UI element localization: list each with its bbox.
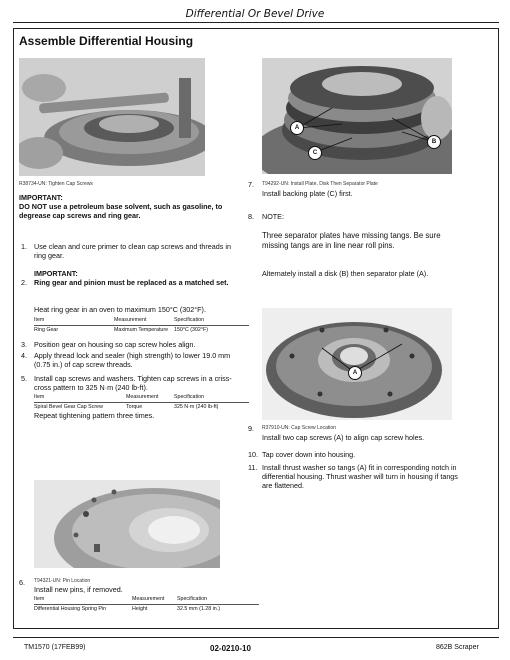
table-divider [34, 325, 249, 326]
table-header-item: Item [34, 317, 45, 323]
table-row [34, 606, 259, 613]
heat-ring-gear-text: Heat ring gear in an oven to maximum 150°C (302°F). [34, 305, 206, 314]
table-cell-item: Spiral Bevel Gear Cap Screw [34, 403, 103, 410]
table-divider [34, 604, 259, 605]
table-header-measurement: Measurement [132, 596, 165, 602]
table-header-measurement: Measurement [126, 394, 159, 400]
header-rule [13, 22, 499, 23]
table-header-specification: Specification [174, 394, 205, 400]
spec-table-ring-gear [34, 317, 254, 333]
step4-text-b: (0.75 in.) of cap screw threads. [34, 360, 133, 369]
photo2-caption: T94321-UN: Pin Location [34, 578, 91, 584]
step9-number: 9. [248, 424, 254, 433]
photo-pin-location [34, 480, 220, 568]
note-text-a: Three separator plates have missing tangs. Be sure [262, 231, 441, 240]
step7-text: Install backing plate (C) first. [262, 189, 353, 198]
table-cell-measurement: Height [132, 605, 148, 612]
table-cell-specification: 32.5 mm (1.28 in.) [177, 605, 220, 612]
step8-number: 8. [248, 212, 254, 221]
step3-number: 3. [21, 340, 27, 349]
step3-text: Position gear on housing so cap screw holes align. [34, 340, 196, 349]
spec-table-spring-pin [34, 596, 259, 612]
table-header-specification: Specification [177, 596, 208, 602]
photo-cap-screw-location [262, 308, 452, 420]
step11-number: 11. [248, 463, 258, 472]
callout-b-label: B [427, 135, 441, 149]
section-title: Assemble Differential Housing [19, 34, 194, 48]
step10-text: Tap cover down into housing. [262, 450, 356, 459]
callout-c-label: C [308, 146, 322, 160]
step8-note-label: NOTE: [262, 212, 284, 221]
footer-page-number: 02-0210-10 [210, 644, 251, 653]
table-row [34, 327, 254, 334]
important1-heading: IMPORTANT: [19, 193, 63, 202]
footer-rule [13, 637, 499, 638]
step9-text: Install two cap screws (A) to align cap screw holes. [262, 433, 425, 442]
step11-text-a: Install thrust washer so tangs (A) fit in corresponding notch in [262, 463, 457, 472]
important1-body-a: DO NOT use a petroleum base solvent, such as gasoline, to [19, 202, 223, 211]
table-cell-measurement: Torque [126, 403, 143, 410]
step4-number: 4. [21, 351, 27, 360]
spec-table-cap-screw [34, 394, 254, 410]
step1-number: 1. [21, 242, 27, 251]
repeat-pattern-text: Repeat tightening pattern three times. [34, 411, 155, 420]
callout-a-label: A [290, 121, 304, 135]
table-cell-specification: 325 N·m (240 lb-ft) [174, 403, 219, 410]
step5-text-a: Install cap screws and washers. Tighten cap screws in a criss- [34, 374, 232, 383]
important1-body-b: degrease cap screws and ring gear. [19, 211, 141, 220]
table-cell-item: Differential Housing Spring Pin [34, 605, 107, 612]
table-cell-item: Ring Gear [34, 326, 59, 333]
photo-install-plates [262, 58, 452, 174]
step10-number: 10. [248, 450, 258, 459]
photo4-caption: R37910-UN: Cap Screw Location [262, 425, 336, 431]
step5-text-b: cross pattern to 325 N·m (240 lb-ft). [34, 383, 148, 392]
step2-text: Ring gear and pinion must be replaced as a matched set. [34, 278, 229, 287]
note-text-b: missing tangs are in line near roll pins. [262, 241, 395, 250]
step4-text-a: Apply thread lock and sealer (high strength) to lower 19.0 mm [34, 351, 231, 360]
step5-number: 5. [21, 374, 27, 383]
table-header-item: Item [34, 596, 45, 602]
table-row [34, 404, 254, 411]
table-header-row [34, 317, 254, 324]
footer-model: 862B Scraper [436, 644, 479, 651]
step1-text-a: Use clean and cure primer to clean cap screws and threads in [34, 242, 231, 251]
table-header-row [34, 596, 259, 603]
footer-document-id: TM1570 (17FEB99) [24, 644, 86, 651]
important2-heading: IMPORTANT: [34, 269, 78, 278]
step6-number: 6. [19, 578, 25, 587]
step2-number: 2. [21, 278, 27, 287]
table-header-item: Item [34, 394, 45, 400]
callout-a-label: A [348, 366, 362, 380]
table-header-specification: Specification [174, 317, 205, 323]
alternate-install-text: Alternately install a disk (B) then separator plate (A). [262, 269, 429, 278]
table-header-measurement: Measurement [114, 317, 147, 323]
step6-text: Install new pins, if removed. [34, 585, 123, 594]
step1-text-b: ring gear. [34, 251, 64, 260]
page-header-title: Differential Or Bevel Drive [185, 8, 325, 20]
step11-text-c: are flattened. [262, 481, 304, 490]
table-cell-specification: 150°C (302°F) [174, 326, 208, 333]
table-header-row [34, 394, 254, 401]
photo1-caption: R38734-UN: Tighten Cap Screws [19, 181, 93, 187]
step7-number: 7. [248, 180, 254, 189]
table-cell-measurement: Maximum Temperature [114, 326, 169, 333]
step11-text-b: differential housing. Thrust washer will turn in housing if tangs [262, 472, 458, 481]
table-divider [34, 402, 249, 403]
photo-tighten-cap-screws [19, 58, 205, 176]
photo3-caption: T94292-UN: Install Plate, Disk Then Separator Plate [262, 181, 378, 187]
